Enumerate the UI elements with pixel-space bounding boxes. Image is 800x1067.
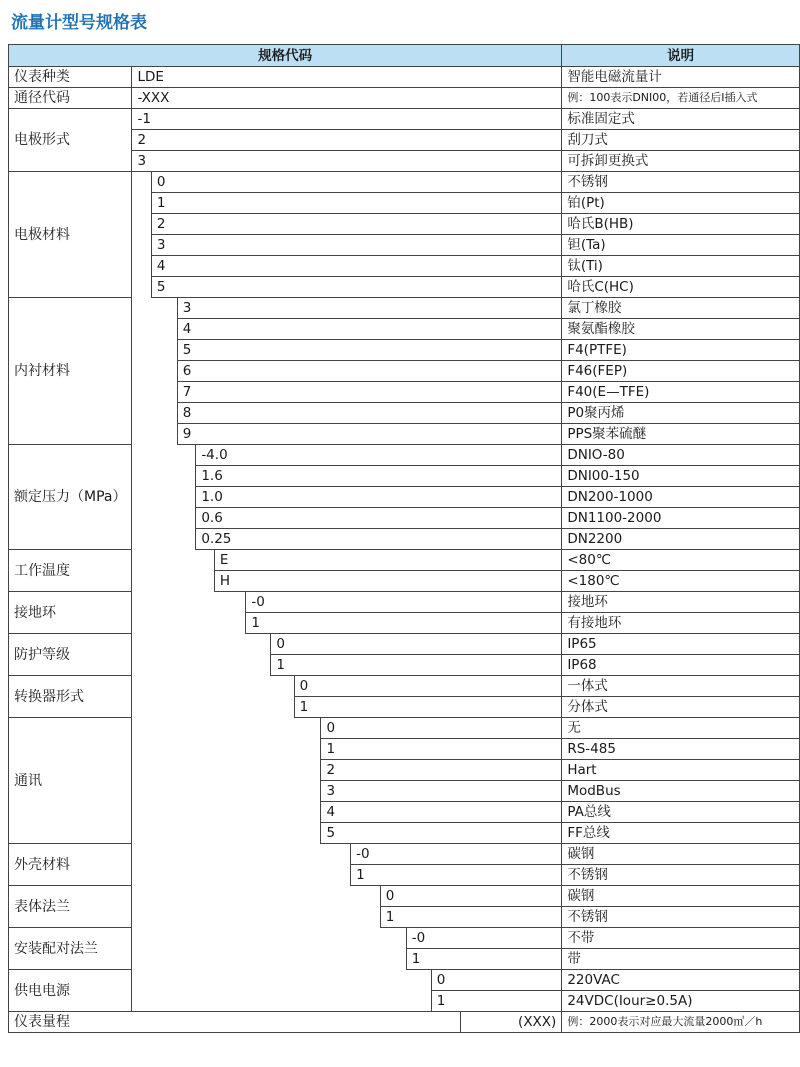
option-description: DN200-1000 bbox=[562, 487, 800, 508]
code-option: 1 bbox=[380, 907, 562, 928]
option-description: FF总线 bbox=[562, 823, 800, 844]
row-label: 通径代码 bbox=[9, 88, 132, 109]
option-description: 不锈钢 bbox=[562, 865, 800, 886]
table-row bbox=[9, 1012, 800, 1033]
code-option: 5 bbox=[321, 823, 562, 844]
group-spacer bbox=[132, 634, 271, 676]
option-description: RS-485 bbox=[562, 739, 800, 760]
code-option: -0 bbox=[246, 592, 562, 613]
option-description: ModBus bbox=[562, 781, 800, 802]
code-option: 0.25 bbox=[196, 529, 562, 550]
table-row bbox=[9, 844, 800, 865]
option-description: F40(E—TFE) bbox=[562, 382, 800, 403]
spec-table bbox=[8, 44, 800, 1033]
option-description: F46(FEP) bbox=[562, 361, 800, 382]
row-code: (XXX) bbox=[461, 1012, 562, 1033]
code-option: 2 bbox=[321, 760, 562, 781]
table-row bbox=[9, 88, 800, 109]
option-description: 哈氏B(HB) bbox=[562, 214, 800, 235]
code-option: 4 bbox=[151, 256, 562, 277]
code-option: 0 bbox=[294, 676, 562, 697]
option-description: PPS聚苯硫醚 bbox=[562, 424, 800, 445]
code-option: -0 bbox=[406, 928, 562, 949]
code-option: 1 bbox=[246, 613, 562, 634]
group-label: 内衬材料 bbox=[9, 298, 132, 445]
code-option: H bbox=[214, 571, 561, 592]
row-description: 例：100表示DNI00，若通径后I插入式 bbox=[562, 88, 800, 109]
code-option: 1 bbox=[294, 697, 562, 718]
code-option: -0 bbox=[351, 844, 562, 865]
code-option: 0.6 bbox=[196, 508, 562, 529]
code-option: 9 bbox=[177, 424, 562, 445]
option-description: 哈氏C(HC) bbox=[562, 277, 800, 298]
group-label: 防护等级 bbox=[9, 634, 132, 676]
group-label: 电极形式 bbox=[9, 109, 132, 172]
table-row bbox=[9, 634, 800, 655]
header-spec-code: 规格代码 bbox=[9, 45, 562, 67]
table-row bbox=[9, 592, 800, 613]
option-description: <80℃ bbox=[562, 550, 800, 571]
option-description: 标准固定式 bbox=[562, 109, 800, 130]
page-title: 流量计型号规格表 bbox=[11, 13, 147, 33]
code-option: 1.0 bbox=[196, 487, 562, 508]
group-label: 安装配对法兰 bbox=[9, 928, 132, 970]
code-option: 3 bbox=[132, 151, 562, 172]
group-spacer bbox=[132, 970, 431, 1012]
option-description: Hart bbox=[562, 760, 800, 781]
header-description: 说明 bbox=[562, 45, 800, 67]
row-description: 智能电磁流量计 bbox=[562, 67, 800, 88]
option-description: PA总线 bbox=[562, 802, 800, 823]
option-description: 铂(Pt) bbox=[562, 193, 800, 214]
table-row bbox=[9, 970, 800, 991]
option-description: 220VAC bbox=[562, 970, 800, 991]
row-label: 仪表种类 bbox=[9, 67, 132, 88]
code-option: 3 bbox=[321, 781, 562, 802]
code-option: 6 bbox=[177, 361, 562, 382]
option-description: IP65 bbox=[562, 634, 800, 655]
option-description: IP68 bbox=[562, 655, 800, 676]
group-spacer bbox=[132, 172, 151, 298]
code-option: 8 bbox=[177, 403, 562, 424]
option-description: 碳钢 bbox=[562, 844, 800, 865]
code-option: 1.6 bbox=[196, 466, 562, 487]
option-description: DNIO-80 bbox=[562, 445, 800, 466]
code-option: 1 bbox=[321, 739, 562, 760]
group-label: 通讯 bbox=[9, 718, 132, 844]
option-description: 有接地环 bbox=[562, 613, 800, 634]
option-description: 接地环 bbox=[562, 592, 800, 613]
code-option: 3 bbox=[151, 235, 562, 256]
table-row bbox=[9, 718, 800, 739]
code-option: E bbox=[214, 550, 561, 571]
group-spacer bbox=[132, 886, 380, 928]
group-spacer bbox=[132, 445, 196, 550]
group-spacer bbox=[132, 928, 406, 970]
row-code: -XXX bbox=[132, 88, 562, 109]
table-row bbox=[9, 928, 800, 949]
option-description: 钛(Ti) bbox=[562, 256, 800, 277]
code-option: 2 bbox=[132, 130, 562, 151]
table-row bbox=[9, 886, 800, 907]
group-label: 电极材料 bbox=[9, 172, 132, 298]
code-option: 0 bbox=[321, 718, 562, 739]
table-row bbox=[9, 676, 800, 697]
table-row bbox=[9, 298, 800, 319]
table-header-row bbox=[9, 45, 800, 67]
code-option: -4.0 bbox=[196, 445, 562, 466]
row-label: 仪表量程 bbox=[9, 1012, 461, 1033]
group-label: 额定压力（MPa） bbox=[9, 445, 132, 550]
group-spacer bbox=[132, 592, 246, 634]
code-option: 0 bbox=[151, 172, 562, 193]
table-row bbox=[9, 109, 800, 130]
option-description: DNI00-150 bbox=[562, 466, 800, 487]
option-description: 不锈钢 bbox=[562, 907, 800, 928]
option-description: 24VDC(Iour≥0.5A) bbox=[562, 991, 800, 1012]
code-option: 7 bbox=[177, 382, 562, 403]
group-label: 表体法兰 bbox=[9, 886, 132, 928]
code-option: 1 bbox=[406, 949, 562, 970]
code-option: -1 bbox=[132, 109, 562, 130]
table-row bbox=[9, 550, 800, 571]
option-description: 不锈钢 bbox=[562, 172, 800, 193]
code-option: 5 bbox=[177, 340, 562, 361]
group-spacer bbox=[132, 718, 321, 844]
option-description: 分体式 bbox=[562, 697, 800, 718]
code-option: 1 bbox=[151, 193, 562, 214]
code-option: 4 bbox=[177, 319, 562, 340]
group-spacer bbox=[132, 676, 294, 718]
option-description: P0聚丙烯 bbox=[562, 403, 800, 424]
code-option: 5 bbox=[151, 277, 562, 298]
row-description: 例：2000表示对应最大流量2000㎥／h bbox=[562, 1012, 800, 1033]
group-label: 供电电源 bbox=[9, 970, 132, 1012]
group-label: 工作温度 bbox=[9, 550, 132, 592]
code-option: 3 bbox=[177, 298, 562, 319]
option-description: 刮刀式 bbox=[562, 130, 800, 151]
group-spacer bbox=[132, 298, 177, 445]
option-description: 可拆卸更换式 bbox=[562, 151, 800, 172]
option-description: 聚氨酯橡胶 bbox=[562, 319, 800, 340]
option-description: 钽(Ta) bbox=[562, 235, 800, 256]
option-description: 氯丁橡胶 bbox=[562, 298, 800, 319]
group-spacer bbox=[132, 844, 351, 886]
code-option: 4 bbox=[321, 802, 562, 823]
table-row bbox=[9, 445, 800, 466]
option-description: DN1100-2000 bbox=[562, 508, 800, 529]
group-spacer bbox=[132, 550, 214, 592]
option-description: DN2200 bbox=[562, 529, 800, 550]
code-option: 0 bbox=[431, 970, 562, 991]
option-description: 不带 bbox=[562, 928, 800, 949]
option-description: <180℃ bbox=[562, 571, 800, 592]
option-description: 带 bbox=[562, 949, 800, 970]
group-label: 外壳材料 bbox=[9, 844, 132, 886]
option-description: 无 bbox=[562, 718, 800, 739]
code-option: 0 bbox=[271, 634, 562, 655]
row-code: LDE bbox=[132, 67, 562, 88]
option-description: F4(PTFE) bbox=[562, 340, 800, 361]
code-option: 1 bbox=[351, 865, 562, 886]
option-description: 碳钢 bbox=[562, 886, 800, 907]
table-row bbox=[9, 172, 800, 193]
option-description: 一体式 bbox=[562, 676, 800, 697]
code-option: 1 bbox=[431, 991, 562, 1012]
code-option: 2 bbox=[151, 214, 562, 235]
code-option: 0 bbox=[380, 886, 562, 907]
group-label: 接地环 bbox=[9, 592, 132, 634]
code-option: 1 bbox=[271, 655, 562, 676]
table-row bbox=[9, 67, 800, 88]
group-label: 转换器形式 bbox=[9, 676, 132, 718]
